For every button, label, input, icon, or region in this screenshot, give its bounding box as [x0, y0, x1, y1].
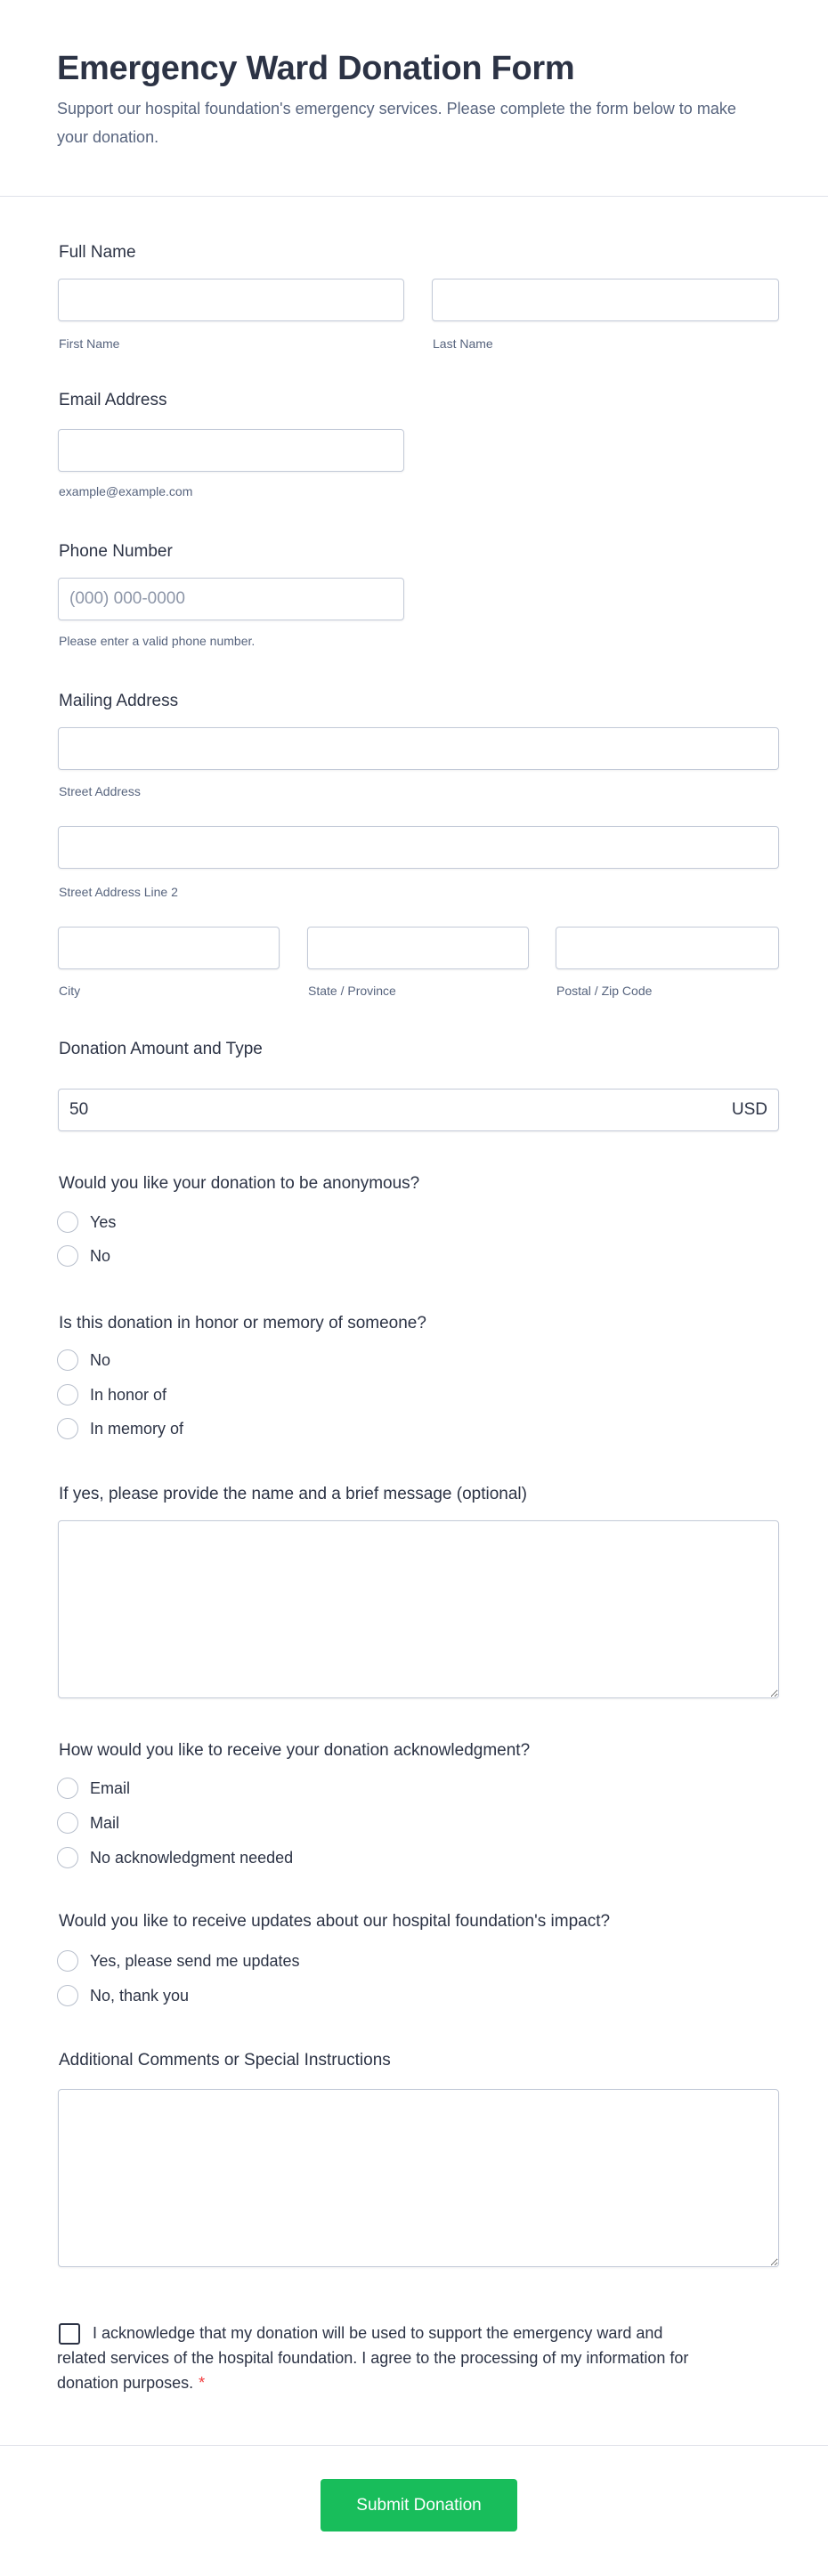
- comments-label: Additional Comments or Special Instructions: [59, 2051, 391, 2070]
- anonymous-question: Would you like your donation to be anonymous?: [59, 1174, 420, 1193]
- tribute-question: Is this donation in honor or memory of someone?: [59, 1314, 426, 1333]
- full-name-label: Full Name: [59, 243, 136, 262]
- last-name-sublabel: Last Name: [433, 336, 493, 351]
- street-address-line2-input[interactable]: [58, 826, 779, 869]
- radio-button[interactable]: [57, 1349, 78, 1371]
- radio-button[interactable]: [57, 1847, 78, 1868]
- acknowledgment-option-none[interactable]: No acknowledgment needed: [57, 1846, 293, 1869]
- anonymous-option-yes[interactable]: Yes: [57, 1211, 116, 1234]
- updates-option-yes[interactable]: Yes, please send me updates: [57, 1949, 300, 1973]
- zip-input[interactable]: [556, 927, 779, 969]
- city-input[interactable]: [58, 927, 280, 969]
- donation-amount-value[interactable]: 50: [69, 1100, 89, 1119]
- donation-amount-input[interactable]: [58, 1089, 779, 1131]
- email-label: Email Address: [59, 391, 167, 409]
- radio-button[interactable]: [57, 1985, 78, 2006]
- street-address-sublabel: Street Address: [59, 784, 141, 798]
- donation-label: Donation Amount and Type: [59, 1040, 263, 1058]
- updates-option-no[interactable]: No, thank you: [57, 1984, 189, 2007]
- street-address-input[interactable]: [58, 727, 779, 770]
- zip-sublabel: Postal / Zip Code: [556, 984, 653, 998]
- submit-donation-button[interactable]: Submit Donation: [321, 2479, 517, 2531]
- radio-button[interactable]: [57, 1778, 78, 1799]
- footer-divider: [0, 2445, 828, 2446]
- anonymous-option-no[interactable]: No: [57, 1244, 110, 1268]
- radio-button[interactable]: [57, 1418, 78, 1439]
- first-name-sublabel: First Name: [59, 336, 120, 351]
- address-label: Mailing Address: [59, 692, 179, 710]
- radio-button[interactable]: [57, 1245, 78, 1267]
- acknowledgment-question: How would you like to receive your donation acknowledgment?: [59, 1741, 531, 1760]
- radio-button[interactable]: [57, 1812, 78, 1834]
- required-asterisk: *: [199, 2374, 206, 2392]
- state-input[interactable]: [307, 927, 529, 969]
- city-sublabel: City: [59, 984, 81, 998]
- radio-button[interactable]: [57, 1950, 78, 1972]
- currency-label: USD: [731, 1100, 767, 1119]
- phone-input[interactable]: [58, 578, 404, 620]
- phone-label: Phone Number: [59, 542, 173, 561]
- tribute-message-label: If yes, please provide the name and a brief message (optional): [59, 1485, 527, 1503]
- first-name-input[interactable]: [58, 279, 404, 321]
- page-subtitle: Support our hospital foundation's emergency services. Please complete the form below to make your donation.: [57, 100, 736, 146]
- last-name-input[interactable]: [432, 279, 779, 321]
- radio-button[interactable]: [57, 1211, 78, 1233]
- street-address-line2-sublabel: Street Address Line 2: [59, 885, 178, 899]
- header-divider: [0, 196, 828, 197]
- page-title: Emergency Ward Donation Form: [57, 50, 575, 87]
- email-sublabel: example@example.com: [59, 484, 193, 498]
- email-input[interactable]: [58, 429, 404, 472]
- tribute-option-no[interactable]: No: [57, 1349, 110, 1372]
- tribute-option-honor[interactable]: In honor of: [57, 1383, 166, 1406]
- comments-textarea[interactable]: [58, 2089, 779, 2267]
- updates-question: Would you like to receive updates about our hospital foundation's impact?: [59, 1912, 611, 1931]
- acknowledgment-option-email[interactable]: Email: [57, 1777, 130, 1800]
- acknowledgment-option-mail[interactable]: Mail: [57, 1811, 119, 1835]
- radio-button[interactable]: [57, 1384, 78, 1405]
- tribute-message-textarea[interactable]: [58, 1520, 779, 1698]
- state-sublabel: State / Province: [308, 984, 396, 998]
- consent-text: I acknowledge that my donation will be used to support the emergency ward and related services of the hospital foundation. I agree to the processing of my information for donation purposes. *: [57, 2324, 689, 2392]
- tribute-option-memory[interactable]: In memory of: [57, 1417, 183, 1440]
- phone-sublabel: Please enter a valid phone number.: [59, 634, 256, 648]
